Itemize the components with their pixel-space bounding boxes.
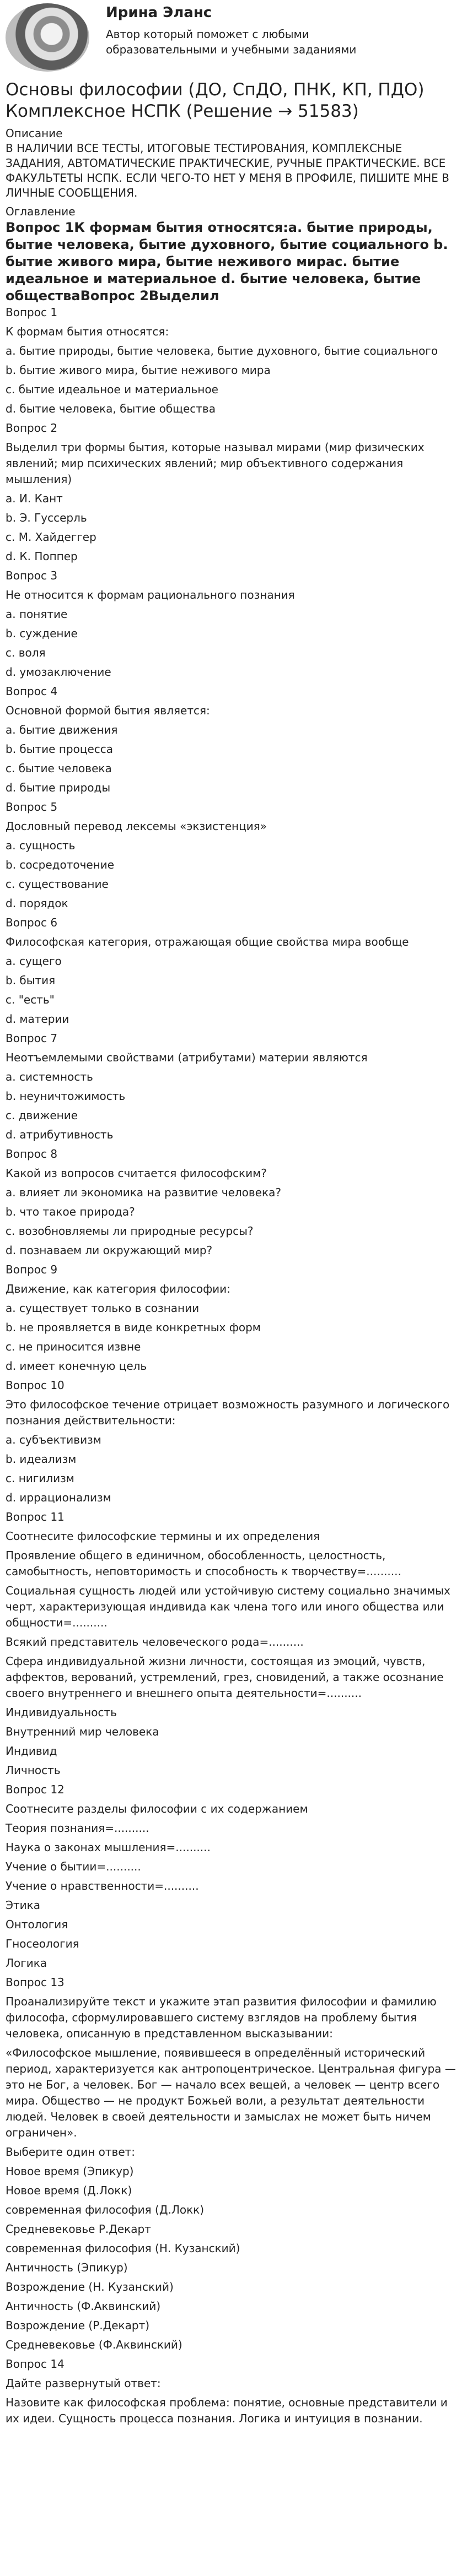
- question-heading: Вопрос 1: [6, 306, 58, 319]
- content-line: Наука о законах мышления=..........: [6, 1841, 211, 1854]
- content-line: b. идеализм: [6, 1452, 77, 1466]
- content-line: Средневековье (Ф.Аквинский): [6, 2338, 182, 2351]
- content-line: d. атрибутивность: [6, 1128, 114, 1141]
- content-line: Назовите как философская проблема: понятие, основные представители и их идеи. Сущность процесса познания. Логика и интуиция в познании.: [6, 2396, 448, 2425]
- content-line: c. не приносится извне: [6, 1340, 141, 1353]
- content-line: Дословный перевод лексемы «экзистенция»: [6, 820, 267, 833]
- content-line: Учение о нравственности=..........: [6, 1879, 199, 1892]
- question-heading: Вопрос 13: [6, 1976, 65, 1989]
- content-line: b. суждение: [6, 627, 78, 640]
- question-heading: Вопрос 2: [6, 421, 58, 435]
- content-line: b. бытие процесса: [6, 742, 114, 756]
- content-line: d. познаваем ли окружающий мир?: [6, 1244, 213, 1257]
- question-heading: Вопрос 6: [6, 916, 58, 929]
- question-heading: Вопрос 3: [6, 569, 58, 582]
- content-line: Проанализируйте текст и укажите этап развития философии и фамилию философа, сформулировавшего систему взглядов на проблему бытия человека, описанную в представленном высказывании:: [6, 1995, 437, 2040]
- content-line: Соотнесите разделы философии с их содержанием: [6, 1802, 308, 1815]
- content-line: Новое время (Д.Локк): [6, 2184, 132, 2197]
- content-line: Логика: [6, 1956, 47, 1970]
- content-line: современная философия (Д.Локк): [6, 2203, 205, 2216]
- content-line: Дайте развернутый ответ:: [6, 2377, 161, 2390]
- content-line: Внутренний мир человека: [6, 1725, 159, 1738]
- content-line: Социальная сущность людей или устойчивую систему социально значимых черт, характеризующая индивида как члена того или иного общества или общности=..........: [6, 1584, 450, 1629]
- content-line: a. сущность: [6, 839, 76, 852]
- content-line: Основной формой бытия является:: [6, 704, 210, 717]
- content-line: b. что такое природа?: [6, 1205, 135, 1218]
- content-line: Средневековье Р.Декарт: [6, 2222, 151, 2236]
- content-line: d. умозаключение: [6, 665, 111, 679]
- content-line: c. бытие идеальное и материальное: [6, 383, 218, 396]
- content-line: Соотнесите философские термины и их определения: [6, 1530, 320, 1543]
- content-line: c. М. Хайдеггер: [6, 530, 96, 544]
- content-line: a. системность: [6, 1070, 93, 1083]
- content-line: Сфера индивидуальной жизни личности, состоящая из эмоций, чувств, аффектов, верований, устремлений, грез, сновидений, а также осознание своего внутреннего и внешнего опыта деятельности=..........: [6, 1655, 444, 1700]
- content-line: d. бытие человека, бытие общества: [6, 402, 216, 415]
- content-line: b. Э. Гуссерль: [6, 511, 87, 524]
- content-line: а. бытие природы, бытие человека, бытие духовного, бытие социального: [6, 344, 438, 357]
- document-content: [6, 305, 461, 2427]
- author-card: [6, 3, 461, 74]
- content-line: Проявление общего в единичном, обособленность, целостность, самобытность, неповторимость и способность к творчеству=..........: [6, 1549, 401, 1578]
- content-line: c. нигилизм: [6, 1472, 74, 1485]
- description-label: Описание: [6, 127, 63, 140]
- content-line: c. движение: [6, 1109, 78, 1122]
- question-heading: Вопрос 4: [6, 685, 58, 698]
- author-description: Автор который поможет с любыми образовательными и учебными заданиями: [106, 28, 357, 56]
- content-line: d. порядок: [6, 897, 68, 910]
- author-info: [106, 3, 415, 57]
- content-line: a. существует только в сознании: [6, 1301, 200, 1315]
- content-line: a. влияет ли экономика на развитие человека?: [6, 1186, 281, 1199]
- content-line: Индивид: [6, 1744, 57, 1758]
- content-line: a. бытие движения: [6, 723, 118, 736]
- content-line: Этика: [6, 1899, 40, 1912]
- content-line: Возрождение (Н. Кузанский): [6, 2280, 174, 2293]
- content-line: a. понятие: [6, 608, 68, 621]
- content-line: Выберите один ответ:: [6, 2145, 136, 2159]
- content-line: Гносеология: [6, 1937, 79, 1950]
- content-line: Какой из вопросов считается философским?: [6, 1167, 267, 1180]
- content-line: Учение о бытии=..........: [6, 1860, 141, 1873]
- description-text: В НАЛИЧИИ ВСЕ ТЕСТЫ, ИТОГОВЫЕ ТЕСТИРОВАНИЯ, КОМПЛЕКСНЫЕ ЗАДАНИЯ, АВТОМАТИЧЕСКИЕ ПРАКТИЧЕСКИЕ, РУЧНЫЕ ПРАКТИЧЕСКИЕ. ВСЕ ФАКУЛЬТЕТЫ НСПК. ЕСЛИ ЧЕГО-ТО НЕТ У МЕНЯ В ПРОФИЛЕ, ПИШИТЕ МНЕ В ЛИЧНЫЕ СООБЩЕНИЯ.: [6, 142, 449, 199]
- content-line: a. субъективизм: [6, 1433, 101, 1446]
- content-line: Неотъемлемыми свойствами (атрибутами) материи являются: [6, 1051, 368, 1064]
- toc-title: Вопрос 1К формам бытия относятся:а. бытие природы, бытие человека, бытие духовного, бытие социального b. бытие живого мира, бытие неживого мирас. бытие идеальное и материальное d. бытие человека, бытие обществаВопрос 2Выделил: [6, 220, 448, 303]
- content-line: Онтология: [6, 1918, 68, 1931]
- content-line: c. бытие человека: [6, 762, 112, 775]
- question-heading: Вопрос 12: [6, 1783, 65, 1796]
- toc-label: Оглавление: [6, 205, 76, 218]
- content-line: d. К. Поппер: [6, 550, 78, 563]
- content-line: b. неуничтожимость: [6, 1089, 126, 1103]
- content-line: Это философское течение отрицает возможность разумного и логического познания действительности:: [6, 1398, 450, 1427]
- content-line: c. "есть": [6, 993, 55, 1006]
- content-line: c. возобновляемы ли природные ресурсы?: [6, 1224, 254, 1238]
- content-line: d. иррационализм: [6, 1491, 111, 1504]
- content-line: Индивидуальность: [6, 1706, 117, 1719]
- content-line: «Философское мышление, появившееся в определённый исторический период, характеризуется как антропоцентрическое. Центральная фигура — это не Бог, а человек. Бог — начало всех вещей, а человек — центр всего мира. Общество — не продукт Божьей воли, а результат деятельности людей. Человек в своей деятельности и замыслах не может быть ничем ограничен».: [6, 2046, 456, 2139]
- content-line: Новое время (Эпикур): [6, 2165, 134, 2178]
- question-heading: Вопрос 5: [6, 800, 58, 814]
- content-line: a. И. Кант: [6, 492, 63, 505]
- question-heading: Вопрос 14: [6, 2357, 65, 2371]
- content-line: Выделил три формы бытия, которые называл мирами (мир физических явлений; мир психических явлений; мир объективного содержания мышления): [6, 441, 425, 486]
- question-heading: Вопрос 9: [6, 1263, 58, 1276]
- content-line: d. имеет конечную цель: [6, 1359, 147, 1373]
- question-heading: Вопрос 7: [6, 1032, 58, 1045]
- content-line: Античность (Эпикур): [6, 2261, 128, 2274]
- content-line: современная философия (Н. Кузанский): [6, 2242, 240, 2255]
- content-line: Личность: [6, 1764, 61, 1777]
- content-line: c. воля: [6, 646, 46, 659]
- question-heading: Вопрос 11: [6, 1510, 65, 1523]
- author-name[interactable]: Ирина Эланс: [106, 4, 212, 21]
- content-line: Не относится к формам рационального познания: [6, 588, 295, 601]
- question-heading: Вопрос 8: [6, 1147, 58, 1160]
- question-heading: Вопрос 10: [6, 1379, 65, 1392]
- content-line: c. существование: [6, 877, 109, 891]
- content-line: Всякий представитель человеческого рода=..........: [6, 1635, 304, 1648]
- content-line: К формам бытия относятся:: [6, 325, 169, 338]
- content-line: d. материи: [6, 1012, 69, 1026]
- content-line: Философская категория, отражающая общие свойства мира вообще: [6, 935, 409, 948]
- content-line: a. сущего: [6, 955, 62, 968]
- content-line: Движение, как категория философии:: [6, 1282, 230, 1295]
- author-avatar[interactable]: [6, 3, 89, 72]
- content-line: b. не проявляется в виде конкретных форм: [6, 1321, 261, 1334]
- content-line: b. бытие живого мира, бытие неживого мира: [6, 364, 271, 377]
- page-title: Основы философии (ДО, СпДО, ПНК, КП, ПДО) Комплексное НСПК (Решение → 51583): [6, 80, 425, 121]
- content-line: d. бытие природы: [6, 781, 111, 794]
- content-line: Возрождение (Р.Декарт): [6, 2319, 150, 2332]
- content-line: b. сосредоточение: [6, 858, 115, 871]
- content-line: Теория познания=..........: [6, 1821, 149, 1835]
- content-line: Античность (Ф.Аквинский): [6, 2300, 161, 2313]
- content-line: b. бытия: [6, 974, 56, 987]
